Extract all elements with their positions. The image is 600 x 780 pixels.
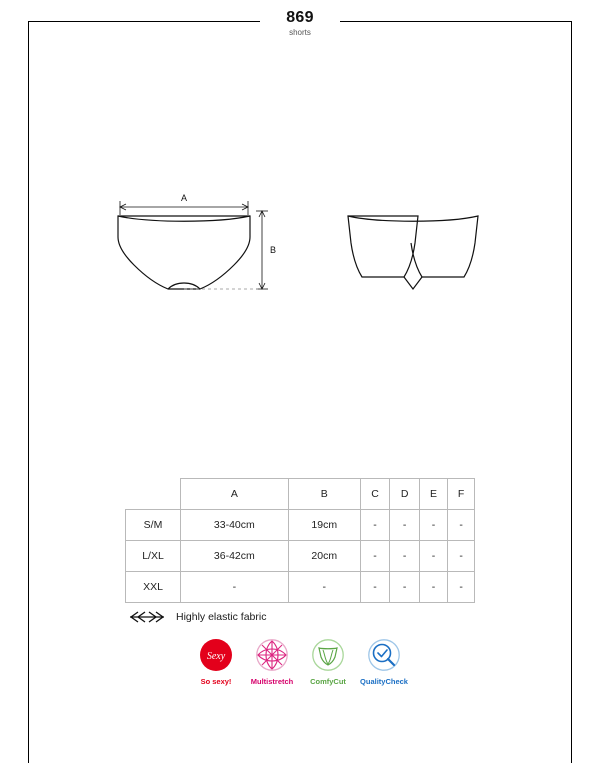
feature-caption-comfycut: ComfyCut [310, 677, 346, 686]
double-arrow-icon [126, 611, 168, 623]
cell-xxl-b: - [288, 572, 360, 603]
cell-lxl-c: - [360, 541, 390, 572]
cell-lxl-a: 36-42cm [181, 541, 289, 572]
table-col-d: D [390, 479, 420, 510]
size-table-wrapper [125, 478, 475, 603]
right-border-rule [571, 21, 572, 763]
table-row [126, 541, 475, 572]
dimension-b-arrow [256, 211, 268, 289]
cell-sm-f: - [448, 510, 475, 541]
qualitycheck-icon [358, 636, 410, 674]
feature-caption-sexy: So sexy! [200, 677, 232, 686]
cell-sm-c: - [360, 510, 390, 541]
page-subtitle: shorts [289, 28, 311, 37]
cell-sm-d: - [390, 510, 420, 541]
back-view-shorts [348, 216, 478, 289]
cell-lxl-d: - [390, 541, 420, 572]
cell-sm-a: 33-40cm [181, 510, 289, 541]
front-view-shorts [118, 216, 250, 289]
cell-xxl-d: - [390, 572, 420, 603]
dimension-a-label: A [180, 193, 188, 203]
row-label-sm: S/M [126, 510, 181, 541]
table-header-row [126, 479, 475, 510]
table-corner-cell [126, 479, 181, 510]
dimension-b-label: B [270, 245, 277, 255]
feature-caption-qualitycheck: QualityCheck [360, 677, 408, 686]
table-col-e: E [419, 479, 447, 510]
table-col-f: F [448, 479, 475, 510]
elastic-fabric-note [126, 608, 426, 626]
table-col-a: A [181, 479, 289, 510]
comfycut-icon [302, 636, 354, 674]
multistretch-icon [246, 636, 298, 674]
left-border-rule [28, 21, 29, 763]
table-col-c: C [360, 479, 390, 510]
page-header [0, 0, 600, 48]
row-label-xxl: XXL [126, 572, 181, 603]
cell-lxl-e: - [419, 541, 447, 572]
cell-lxl-b: 20cm [288, 541, 360, 572]
cell-lxl-f: - [448, 541, 475, 572]
table-row [126, 510, 475, 541]
dimension-a-arrow [120, 201, 248, 215]
table-col-b: B [288, 479, 360, 510]
cell-xxl-f: - [448, 572, 475, 603]
page-title: 869 [286, 9, 314, 26]
feature-comfycut [302, 636, 354, 686]
table-row [126, 572, 475, 603]
sexy-badge-text: Sexy [206, 651, 226, 662]
cell-xxl-a: - [181, 572, 289, 603]
feature-multistretch [246, 636, 298, 686]
row-label-lxl: L/XL [126, 541, 181, 572]
feature-qualitycheck [358, 636, 410, 686]
cell-xxl-e: - [419, 572, 447, 603]
product-diagrams [0, 185, 600, 325]
sexy-lips-icon [190, 636, 242, 674]
feature-sexy [190, 636, 242, 686]
feature-caption-multistretch: Multistretch [250, 677, 294, 686]
diagram-svg [0, 185, 600, 325]
elastic-fabric-label: Highly elastic fabric [176, 611, 267, 623]
cell-sm-e: - [419, 510, 447, 541]
cell-sm-b: 19cm [288, 510, 360, 541]
feature-icons [190, 636, 410, 686]
cell-xxl-c: - [360, 572, 390, 603]
size-table [125, 478, 475, 603]
